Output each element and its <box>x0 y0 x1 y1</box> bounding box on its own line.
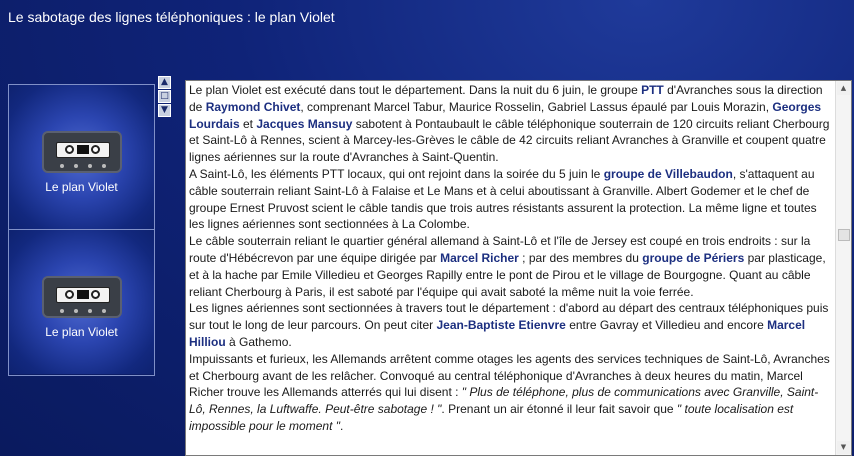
plan-violet-card[interactable] <box>9 229 154 374</box>
scroll-down-button[interactable]: ▼ <box>158 104 171 117</box>
link-groupe-villebaudon[interactable]: groupe de Villebaudon <box>603 166 733 181</box>
scroll-stop-button[interactable]: □ <box>158 90 171 103</box>
plan-violet-card[interactable] <box>9 85 154 229</box>
card-scroll-controls <box>158 76 171 118</box>
quote: " toute localisation est impossible pour le moment " <box>189 402 794 433</box>
card-label: Le plan Violet <box>45 325 118 339</box>
quote: " Plus de téléphone, plus de communications avec Granville, Saint-Lô, Rennes, la Luftwaffe. Peut-être sabotage ! " <box>189 385 819 417</box>
link-marcel-richer[interactable]: Marcel Richer <box>440 250 519 265</box>
link-georges-lourdais[interactable]: Georges Lourdais <box>189 99 822 131</box>
paragraph: A Saint-Lô, les éléments PTT locaux, qui ont rejoint dans la soirée du 5 juin le groupe de Villebaudon, s'attaquent au câble souterrain reliant Saint-Lô à Falaise et Le Mans et à celui aboutissant à Granville. Albert Godemer et le chef de groupe Ernest Pruvost scient le câble tandis que trois autres résistants assurent la protection. La même ligne et toutes les lignes aériennes sont sectionnées à La Colombe. <box>189 166 817 232</box>
link-groupe-periers[interactable]: groupe de Périers <box>642 250 745 265</box>
card-list <box>8 84 155 376</box>
cassette-icon <box>42 276 122 318</box>
card-label: Le plan Violet <box>45 180 118 194</box>
link-ptt[interactable]: PTT <box>641 83 664 97</box>
link-marcel-hilliou[interactable]: Marcel Hilliou <box>189 318 806 349</box>
scrollbar-thumb[interactable] <box>838 229 850 241</box>
scroll-down-arrow-icon[interactable]: ▼ <box>837 441 850 454</box>
paragraph: Impuissants et furieux, les Allemands arrêtent comme otages les agents des services techniques de Saint-Lô, Avranches et Cherbourg avant de les relâcher. Convoqué au central téléphonique d'Avranches à deux heures du matin, Marcel Richer trouve les Allemands atterrés qui lui disent : " Plus de téléphone, plus de communications avec Granville, Saint-Lô, Rennes, la Luftwaffe. Peut-être sabotage ! ". Prenant un air étonné il leur fait savoir que " toute localisation est impossible pour le moment ". <box>189 351 830 433</box>
link-jean-baptiste-etienvre[interactable]: Jean-Baptiste Etienvre <box>436 318 566 333</box>
article-panel[interactable] <box>185 80 852 456</box>
article-text <box>189 82 834 435</box>
scroll-up-arrow-icon[interactable]: ▲ <box>837 82 850 95</box>
scroll-up-button[interactable]: ▲ <box>158 76 171 89</box>
cassette-icon <box>42 131 122 173</box>
link-raymond-chivet[interactable]: Raymond Chivet <box>205 99 301 114</box>
vertical-scrollbar[interactable] <box>835 81 851 455</box>
page-title: Le sabotage des lignes téléphoniques : le plan Violet <box>8 9 335 25</box>
paragraph: Les lignes aériennes sont sectionnées à travers tout le département : d'abord au départ des centraux téléphoniques puis sur tout le long de leur parcours. On peut citer Jean-Baptiste Etienvre entre Gavray et Villedieu and encore Marcel Hilliou à Gathemo. <box>189 301 829 349</box>
link-jacques-mansuy[interactable]: Jacques Mansuy <box>256 116 353 131</box>
paragraph: Le plan Violet est exécuté dans tout le département. Dans la nuit du 6 juin, le groupe PTT d'Avranches sous la direction de Raymond Chivet, comprenant Marcel Tabur, Maurice Rosselin, Gabriel Lassus épaulé par Louis Morazin, Georges Lourdais et Jacques Mansuy sabotent à Pontaubault le câble téléphonique souterrain de 120 circuits reliant Cherbourg et Saint-Lô à Rennes, scient à Marcey-les-Grèves le câble de 42 circuits reliant Avranches à Granville et coupent quatre lignes aériennes sur la route d'Avranches à Saint-Quentin. <box>189 83 830 165</box>
paragraph: Le câble souterrain reliant le quartier général allemand à Saint-Lô et l'île de Jersey est coupé en trois endroits : sur la route d'Hébécrevon par une équipe dirigée par Marcel Richer ; par des membres du groupe de Périers par plasticage, et à la hache par Emile Villedieu et Georges Rapilly entre le pont de Pirou et le village de Bourgogne. Quant au câble reliant Cherbourg à Paris, il est saboté par l'équipe qui avait saboté la même nuit la voie ferrée. <box>189 234 826 299</box>
